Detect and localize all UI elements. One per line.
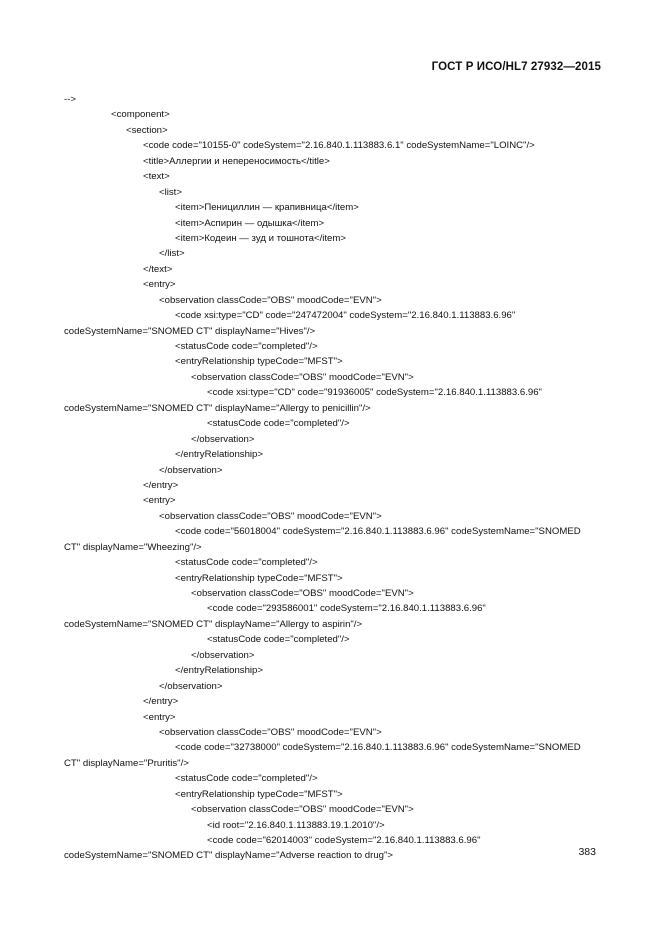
code-line: <code code="56018004" codeSystem="2.16.840.1.113883.6.96" codeSystemName="SNOMED (175, 526, 581, 538)
code-line: <entry> (143, 279, 176, 291)
code-line: </observation> (159, 464, 223, 476)
code-line: <code code="293586001" codeSystem="2.16.840.1.113883.6.96" (207, 603, 486, 615)
document-header: ГОСТ Р ИСО/HL7 27932—2015 (431, 61, 601, 73)
code-line: <statusCode code="completed"/> (175, 773, 318, 785)
code-line: <statusCode code="completed"/> (175, 557, 318, 569)
code-line: <entryRelationship typeCode="MFST"> (175, 572, 343, 584)
code-line: CT" displayName="Pruritis"/> (64, 757, 189, 769)
code-line: codeSystemName="SNOMED CT" displayName="Allergy to aspirin"/> (64, 618, 363, 630)
code-line: </entry> (143, 479, 179, 491)
code-line: <entryRelationship typeCode="MFST"> (175, 788, 343, 800)
code-line: <observation classCode="OBS" moodCode="EVN"> (159, 294, 382, 306)
code-line: <observation classCode="OBS" moodCode="EVN"> (191, 588, 414, 599)
code-line: </observation> (191, 649, 255, 661)
code-line: <code code="32738000" codeSystem="2.16.840.1.113883.6.96" codeSystemName="SNOMED (175, 742, 581, 754)
code-line: <entry> (143, 495, 176, 507)
code-line: <observation classCode="OBS" moodCode="EVN"> (191, 804, 414, 816)
code-line: </entry> (143, 696, 179, 708)
code-line: <item>Кодеин — зуд и тошнота</item> (175, 232, 346, 244)
code-line: <item>Аспирин — одышка</item> (175, 217, 325, 229)
code-line: </observation> (159, 680, 223, 692)
code-line: <list> (159, 186, 182, 198)
code-line: <code xsi:type="CD" code="247472004" codeSystem="2.16.840.1.113883.6.96" (175, 310, 516, 322)
code-line: <code xsi:type="CD" code="91936005" codeSystem="2.16.840.1.113883.6.96" (207, 387, 542, 399)
code-line: <statusCode code="completed"/> (207, 634, 350, 646)
code-line: <text> (143, 171, 170, 183)
code-line: <observation classCode="OBS" moodCode="EVN"> (159, 510, 382, 522)
code-line: <observation classCode="OBS" moodCode="EVN"> (191, 371, 414, 383)
code-line: codeSystemName="SNOMED CT" displayName="Allergy to penicillin"/> (64, 402, 371, 414)
code-line: <id root="2.16.840.1.113883.19.1.2010"/> (207, 819, 385, 831)
code-line: <observation classCode="OBS" moodCode="EVN"> (159, 726, 382, 738)
code-line: <section> (126, 124, 168, 136)
code-line: <entryRelationship typeCode="MFST"> (175, 356, 343, 368)
code-line: </entryRelationship> (175, 449, 263, 461)
page-number: 383 (578, 846, 596, 858)
code-line: CT" displayName="Wheezing"/> (64, 541, 202, 553)
code-line: <statusCode code="completed"/> (207, 418, 350, 430)
code-line: <code code="10155-0" codeSystem="2.16.840.1.113883.6.1" codeSystemName="LOINC"/> (143, 140, 535, 152)
code-line: <component> (111, 109, 170, 121)
code-line: </observation> (191, 433, 255, 445)
code-line: codeSystemName="SNOMED CT" displayName="Adverse reaction to drug"> (64, 850, 394, 862)
code-line: codeSystemName="SNOMED CT" displayName="Hives"/> (64, 325, 316, 337)
code-line: --> (64, 94, 76, 105)
code-line: </list> (159, 248, 185, 260)
code-line: <code code="62014003" codeSystem="2.16.840.1.113883.6.96" (207, 835, 481, 846)
xml-code-listing (64, 92, 604, 864)
code-line: </text> (143, 263, 173, 275)
code-line: <title>Аллергии и непереносимость</title> (143, 155, 330, 167)
code-line: <item>Пенициллин — крапивница</item> (175, 202, 359, 214)
code-line: <statusCode code="completed"/> (175, 341, 318, 352)
code-line: </entryRelationship> (175, 665, 263, 677)
code-line: <entry> (143, 711, 176, 723)
